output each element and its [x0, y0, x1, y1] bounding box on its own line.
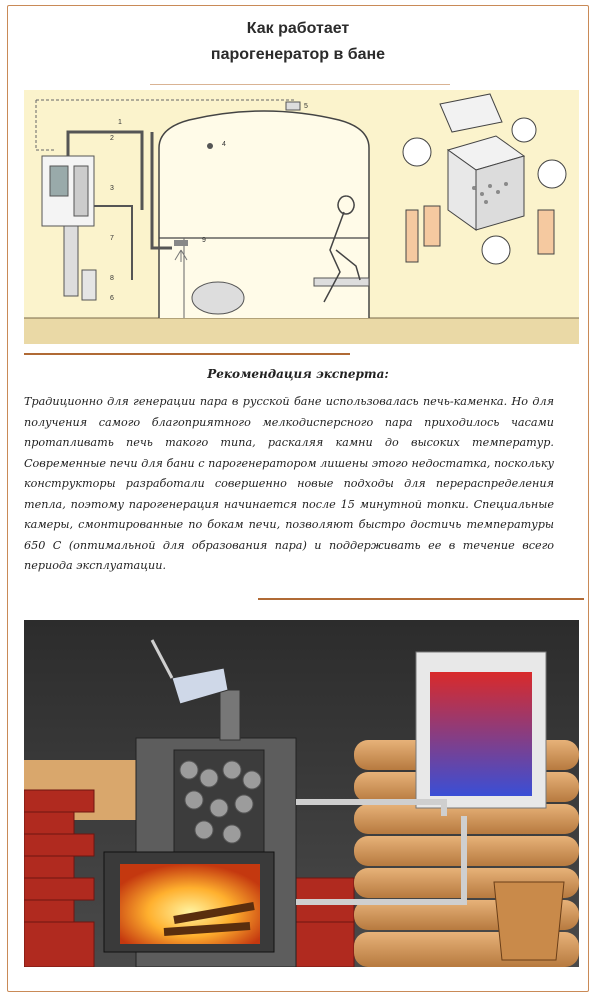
sauna-room [159, 111, 369, 318]
svg-text:5: 5 [304, 103, 308, 110]
expert-heading: Рекомендация эксперта: [207, 367, 389, 381]
svg-text:9: 9 [202, 237, 206, 244]
title-divider [150, 84, 450, 85]
ceiling-sensor [207, 143, 213, 149]
svg-text:3: 3 [110, 185, 114, 192]
divider-top [24, 353, 350, 355]
bucket [494, 882, 564, 960]
title-line-1: Как работает [246, 20, 350, 37]
sensor-box [286, 102, 300, 110]
svg-text:1: 1 [118, 119, 122, 126]
steam-generator-diagram [24, 90, 579, 344]
tank-water [430, 672, 532, 796]
expert-paragraph: Традиционно для генерации пара в русской бане использовалась печь-каменка. Но для получения самого благоприятного мелкодисперсного пара приходилось часами протапливать печь такого типа, раскаляя камни до высоких температур. Современные печи для бани с парогенератором лишены этого недостатка, поскольку конструкторы разработали совершенно новые подходы для перераспределения тепла, поэтому парогенерация начинается после 15 минутной топки. Специальные камеры, смонтированные по бокам печи, позволяют быстро достичь температуры 650 С (оптимальной для образования пара) и поддерживать ее в течение всего периода эксплуатации. [24, 395, 554, 572]
stones [192, 282, 244, 314]
svg-text:4: 4 [222, 141, 226, 148]
divider-bottom [258, 598, 584, 600]
svg-text:8: 8 [110, 275, 114, 282]
diagram-floor [24, 318, 579, 344]
svg-text:2: 2 [110, 135, 114, 142]
title-line-2: парогенератор в бане [210, 46, 386, 63]
svg-text:6: 6 [110, 295, 114, 302]
svg-text:7: 7 [110, 235, 114, 242]
stove-illustration [24, 620, 579, 967]
chimney [220, 690, 240, 740]
